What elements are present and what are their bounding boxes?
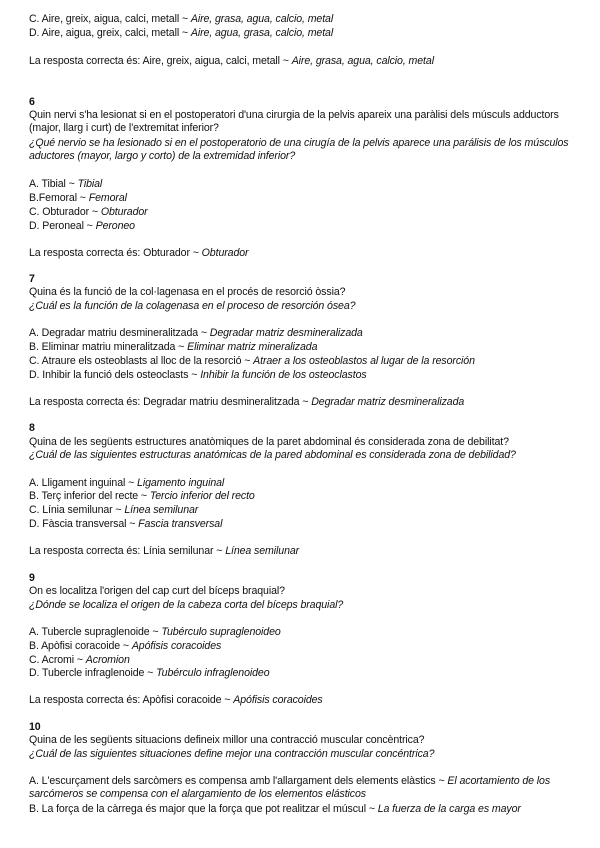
q6-question-ca: Quin nervi s'ha lesionat si en el postoperatori d'una cirurgia de la pelvis apareix una paràlisi dels músculs adductors (major, llarg i curt) de l'extremitat inferior? <box>29 109 559 135</box>
answer-text-ca: La resposta correcta és: Obturador ~ <box>29 247 202 259</box>
option-text-es: Acromion <box>85 654 130 666</box>
q9-number: 9 <box>29 572 35 584</box>
answer-text-es: Línea semilunar <box>225 545 300 557</box>
q9-option-a <box>29 626 281 639</box>
option-text-ca: A. Lligament inguinal ~ <box>29 477 138 489</box>
answer-text-es: Obturador <box>201 247 249 259</box>
q9-option-c <box>29 654 130 667</box>
option-text-ca: D. Inhibir la funció dels osteoclasts ~ <box>29 369 201 381</box>
q8-option-a <box>29 477 224 490</box>
q7-option-b <box>29 341 317 354</box>
option-text-es: Degradar matriz desmineralizada <box>209 327 363 339</box>
option-text-es: Peroneo <box>95 220 135 232</box>
option-text-ca: A. L'escurçament dels sarcòmers es compensa amb l'allargament dels elements elàstics ~ <box>29 775 448 787</box>
q6-answer <box>29 247 248 260</box>
q8-option-d <box>29 518 222 531</box>
option-text-ca: C. Aire, greix, aigua, calci, metall ~ <box>29 13 191 25</box>
option-text-es: Tubérculo infraglenoideo <box>156 667 270 679</box>
q10-number: 10 <box>29 721 41 733</box>
option-text-ca: C. Línia semilunar ~ <box>29 504 125 516</box>
option-text-ca: C. Acromi ~ <box>29 654 86 666</box>
answer-text-es: Aire, grasa, agua, calcio, metal <box>291 55 434 67</box>
option-text-es: La fuerza de la carga es mayor <box>377 803 521 815</box>
option-text-ca: D. Tubercle infraglenoide ~ <box>29 667 157 679</box>
option-text-ca: A. Degradar matriu desmineralitzada ~ <box>29 327 210 339</box>
option-text-ca: B. Apòfisi coracoide ~ <box>29 640 132 652</box>
q6-option-c <box>29 206 148 219</box>
q7-answer <box>29 396 464 409</box>
option-text-es: Femoral <box>88 192 127 204</box>
option-text-es: Tercio inferior del recto <box>149 490 255 502</box>
q7-question-es: ¿Cuál es la función de la colagenasa en el proceso de resorción ósea? <box>29 300 356 312</box>
q5-option-d <box>29 27 333 40</box>
option-text-ca: A. Tubercle supraglenoide ~ <box>29 626 162 638</box>
option-text-ca: C. Obturador ~ <box>29 206 101 218</box>
q7-question-ca: Quina és la funció de la col·lagenasa en el procés de resorció òssia? <box>29 286 346 298</box>
q8-answer <box>29 545 299 558</box>
option-text-es: Fascia transversal <box>138 518 223 530</box>
q9-option-b <box>29 640 221 653</box>
option-text-es: Aire, agua, grasa, calcio, metal <box>190 27 334 39</box>
option-text-ca: B. Terç inferior del recte ~ <box>29 490 150 502</box>
q6-option-b <box>29 192 127 205</box>
q10-option-b <box>29 803 521 816</box>
q9-option-d <box>29 667 270 680</box>
option-text-es: Línea semilunar <box>124 504 199 516</box>
answer-text-ca: La resposta correcta és: Línia semilunar ~ <box>29 545 226 557</box>
option-text-ca: A. Tibial ~ <box>29 178 78 190</box>
q9-question-es: ¿Dónde se localiza el origen de la cabeza corta del bíceps braquial? <box>29 599 344 611</box>
q5-option-c <box>29 13 333 26</box>
option-text-es: El acortamiento de los sarcómeros se compensa con el alargamiento de los elementos elásticos <box>29 775 551 801</box>
option-text-ca: B. Eliminar matriu mineralitzada ~ <box>29 341 188 353</box>
q10-question-es: ¿Cuál de las siguientes situaciones define mejor una contracción muscular concéntrica? <box>29 748 435 760</box>
answer-text-ca: La resposta correcta és: Degradar matriu desmineralitzada ~ <box>29 396 312 408</box>
q10-question-ca: Quina de les següents situacions defineix millor una contracció muscular concèntrica? <box>29 734 425 746</box>
answer-text-ca: La resposta correcta és: Aire, greix, aigua, calci, metall ~ <box>29 55 292 67</box>
answer-text-es: Apófisis coracoides <box>233 694 323 706</box>
q6-number: 6 <box>29 96 35 108</box>
q6-option-a <box>29 178 102 191</box>
option-text-es: Eliminar matriz mineralizada <box>187 341 318 353</box>
q10-option-a <box>29 775 574 802</box>
option-text-ca: B.Femoral ~ <box>29 192 89 204</box>
option-text-ca: C. Atraure els osteoblasts al lloc de la resorció ~ <box>29 355 254 367</box>
option-text-es: Ligamento inguinal <box>137 477 225 489</box>
q8-option-c <box>29 504 198 517</box>
q6-question-es: ¿Qué nervio se ha lesionado si en el postoperatorio de una cirugía de la pelvis aparece una parálisis de los músculos aductores (mayor, largo y corto) de la extremidad inferior? <box>29 137 569 163</box>
option-text-es: Tubérculo supraglenoideo <box>161 626 281 638</box>
q6-option-d <box>29 220 135 233</box>
option-text-es: Atraer a los osteoblastos al lugar de la resorción <box>253 355 475 367</box>
option-text-es: Tibial <box>77 178 103 190</box>
option-text-es: Inhibir la función de los osteoclastos <box>200 369 367 381</box>
q7-option-d <box>29 369 367 382</box>
q7-number: 7 <box>29 273 35 285</box>
q8-option-b <box>29 490 255 503</box>
q7-option-a <box>29 327 363 340</box>
q5-answer <box>29 55 434 68</box>
option-text-ca: D. Peroneal ~ <box>29 220 96 232</box>
option-text-ca: D. Aire, aigua, greix, calci, metall ~ <box>29 27 191 39</box>
q8-number: 8 <box>29 422 35 434</box>
option-text-es: Aire, grasa, agua, calcio, metal <box>190 13 334 25</box>
option-text-ca: B. La força de la càrrega és major que la força que pot realitzar el múscul ~ <box>29 803 378 815</box>
answer-text-es: Degradar matriz desmineralizada <box>311 396 465 408</box>
q9-question-ca: On es localitza l'origen del cap curt del bíceps braquial? <box>29 585 285 597</box>
option-text-es: Apófisis coracoides <box>131 640 222 652</box>
q9-answer <box>29 694 323 707</box>
answer-text-ca: La resposta correcta és: Apòfisi coracoide ~ <box>29 694 234 706</box>
q7-option-c <box>29 355 475 368</box>
q8-question-es: ¿Cuál de las siguientes estructuras anatómicas de la pared abdominal es considerada zona de debilidad? <box>29 449 516 461</box>
option-text-ca: D. Fàscia transversal ~ <box>29 518 139 530</box>
option-text-es: Obturador <box>100 206 148 218</box>
q8-question-ca: Quina de les següents estructures anatòmiques de la paret abdominal és considerada zona de debilitat? <box>29 436 509 448</box>
